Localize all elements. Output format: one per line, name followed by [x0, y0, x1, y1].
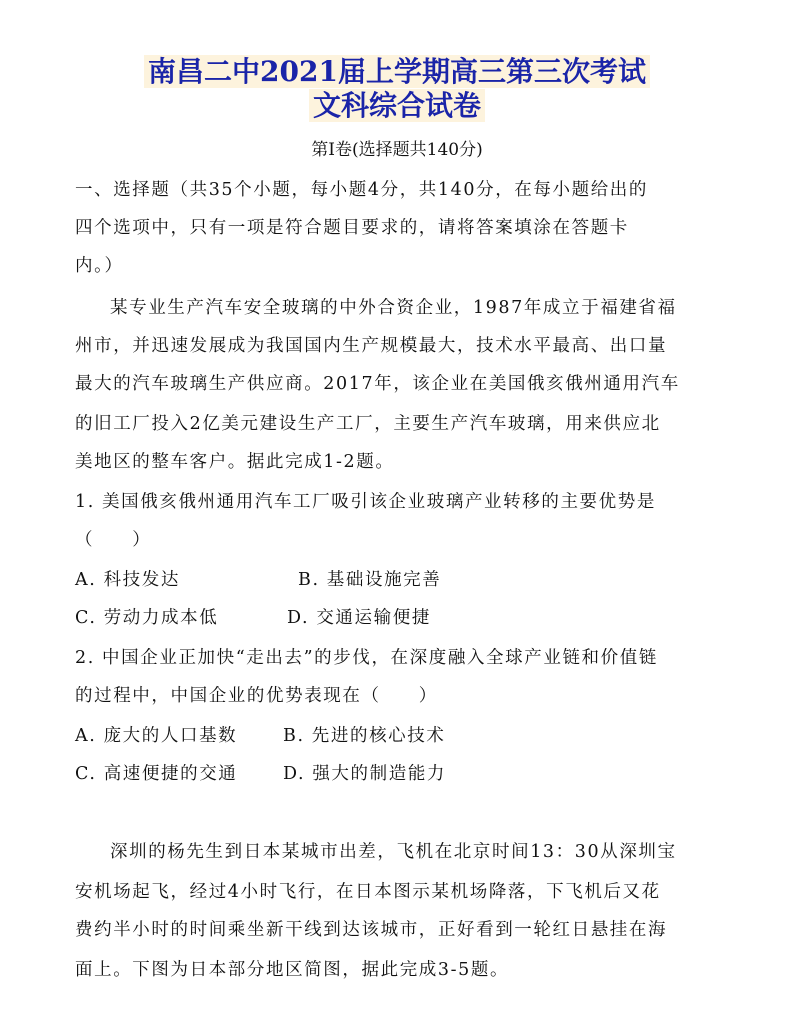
instruction-line-2: 四个选项中，只有一项是符合题目要求的，请将答案填涂在答题卡 [75, 218, 629, 238]
question2-option-a: A. 庞大的人口基数 [75, 726, 238, 746]
question1-option-d: D. 交通运输便捷 [287, 608, 431, 628]
exam-subject-text: 文科综合试卷 [309, 89, 485, 122]
passage2-line-1: 深圳的杨先生到日本某城市出差，飞机在北京时间13：30从深圳宝 [110, 842, 677, 862]
volume-heading: 第Ⅰ卷(选择题共140分) [311, 140, 483, 160]
passage1-line-2: 州市，并迅速发展成为我国国内生产规模最大，技术水平最高、出口量 [75, 336, 668, 356]
passage1-line-5: 美地区的整车客户。据此完成1-2题。 [75, 452, 395, 472]
exam-title-text: 南昌二中2021届上学期高三第三次考试 [144, 55, 650, 88]
instruction-line-3: 内。） [75, 256, 124, 276]
passage1-line-4: 的旧工厂投入2亿美元建设生产工厂，主要生产汽车玻璃，用来供应北 [75, 414, 661, 434]
question2-option-d: D. 强大的制造能力 [283, 764, 447, 784]
question1-stem-line-1: 1. 美国俄亥俄州通用汽车工厂吸引该企业玻璃产业转移的主要优势是 [75, 492, 656, 512]
question2-stem-line-2: 的过程中，中国企业的优势表现在（ ） [75, 686, 438, 706]
question2-stem-line-1: 2. 中国企业正加快“走出去”的步伐，在深度融入全球产业链和价值链 [75, 648, 658, 668]
question1-stem-line-2: （ ） [75, 530, 152, 550]
question2-option-b: B. 先进的核心技术 [283, 726, 446, 746]
question1-option-a: A. 科技发达 [75, 570, 180, 590]
exam-subject-title [0, 88, 794, 124]
passage1-line-3: 最大的汽车玻璃生产供应商。2017年，该企业在美国俄亥俄州通用汽车 [75, 374, 680, 394]
question2-option-c: C. 高速便捷的交通 [75, 764, 238, 784]
passage2-line-2: 安机场起飞，经过4小时飞行，在日本图示某机场降落，下飞机后又花 [75, 882, 661, 902]
exam-title [0, 54, 794, 90]
passage2-line-4: 面上。下图为日本部分地区简图，据此完成3-5题。 [75, 960, 510, 980]
question1-option-b: B. 基础设施完善 [298, 570, 442, 590]
passage2-line-3: 费约半小时的时间乘坐新干线到达该城市，正好看到一轮红日悬挂在海 [75, 920, 668, 940]
instruction-line-1: 一、选择题（共35个小题，每小题4分，共140分，在每小题给出的 [75, 180, 649, 200]
passage1-line-1: 某专业生产汽车安全玻璃的中外合资企业，1987年成立于福建省福 [110, 298, 677, 318]
question1-option-c: C. 劳动力成本低 [75, 608, 219, 628]
